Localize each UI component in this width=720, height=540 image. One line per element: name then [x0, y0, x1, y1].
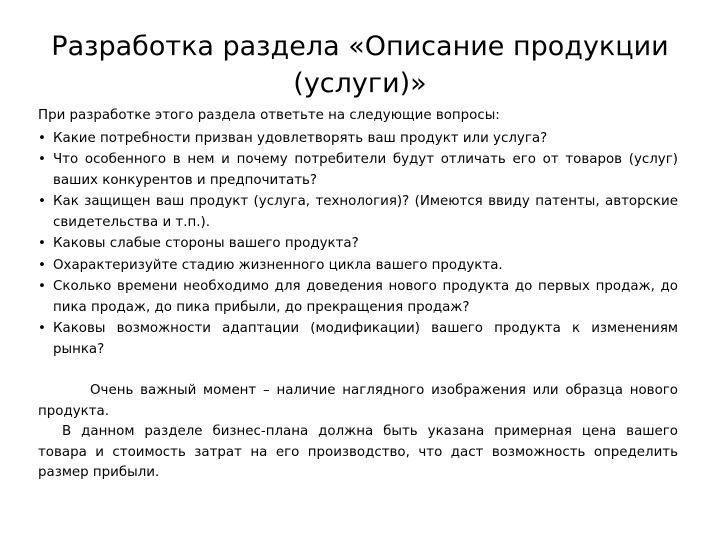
- bullet-marker: •: [38, 236, 46, 251]
- list-item: [38, 277, 678, 318]
- list-item-text: Каковы слабые стороны вашего продукта?: [53, 236, 359, 251]
- bullet-marker: •: [38, 279, 46, 294]
- list-item-text: Что особенного в нем и почему потребители будут отличать его от товаров (услуг) ваших конкурентов и предпочитать?: [53, 152, 678, 188]
- bullet-marker: •: [38, 130, 46, 146]
- list-item-text: Как защищен ваш продукт (услуга, технология)? (Имеются ввиду патенты, авторские свидетельства и т.п.).: [53, 194, 678, 230]
- list-item: [38, 319, 678, 360]
- slide-content: [38, 106, 678, 484]
- list-item-text: Охарактеризуйте стадию жизненного цикла вашего продукта.: [53, 257, 503, 273]
- list-item: [38, 192, 678, 233]
- slide-title: Разработка раздела «Описание продукции (услуги)»: [51, 31, 669, 99]
- price-note-paragraph: В данном разделе бизнес-плана должна быть указана примерная цена вашего товара и стоимость затрат на его производство, что даст возможность определить размер прибыли.: [38, 424, 678, 480]
- important-note-paragraph: Очень важный момент – наличие наглядного изображения или образца нового продукта.: [38, 383, 678, 419]
- list-item-text: Сколько времени необходимо для доведения нового продукта до первых продаж, до пика продаж, до пика прибыли, до прекращения продаж?: [53, 279, 678, 315]
- bullet-marker: •: [38, 321, 46, 336]
- list-item: [38, 256, 678, 277]
- question-list: [38, 129, 678, 361]
- bullet-marker: •: [38, 194, 46, 209]
- list-item: [38, 150, 678, 191]
- bullet-marker: •: [38, 152, 46, 167]
- bullet-marker: •: [38, 257, 46, 273]
- list-item-text: Какие потребности призван удовлетворять ваш продукт или услуга?: [53, 130, 548, 146]
- list-item: [38, 234, 678, 255]
- list-item: [38, 129, 678, 150]
- intro-text: При разработке этого раздела ответьте на следующие вопросы:: [38, 108, 500, 123]
- list-item-text: Каковы возможности адаптации (модификации) вашего продукта к изменениям рынка?: [53, 321, 678, 357]
